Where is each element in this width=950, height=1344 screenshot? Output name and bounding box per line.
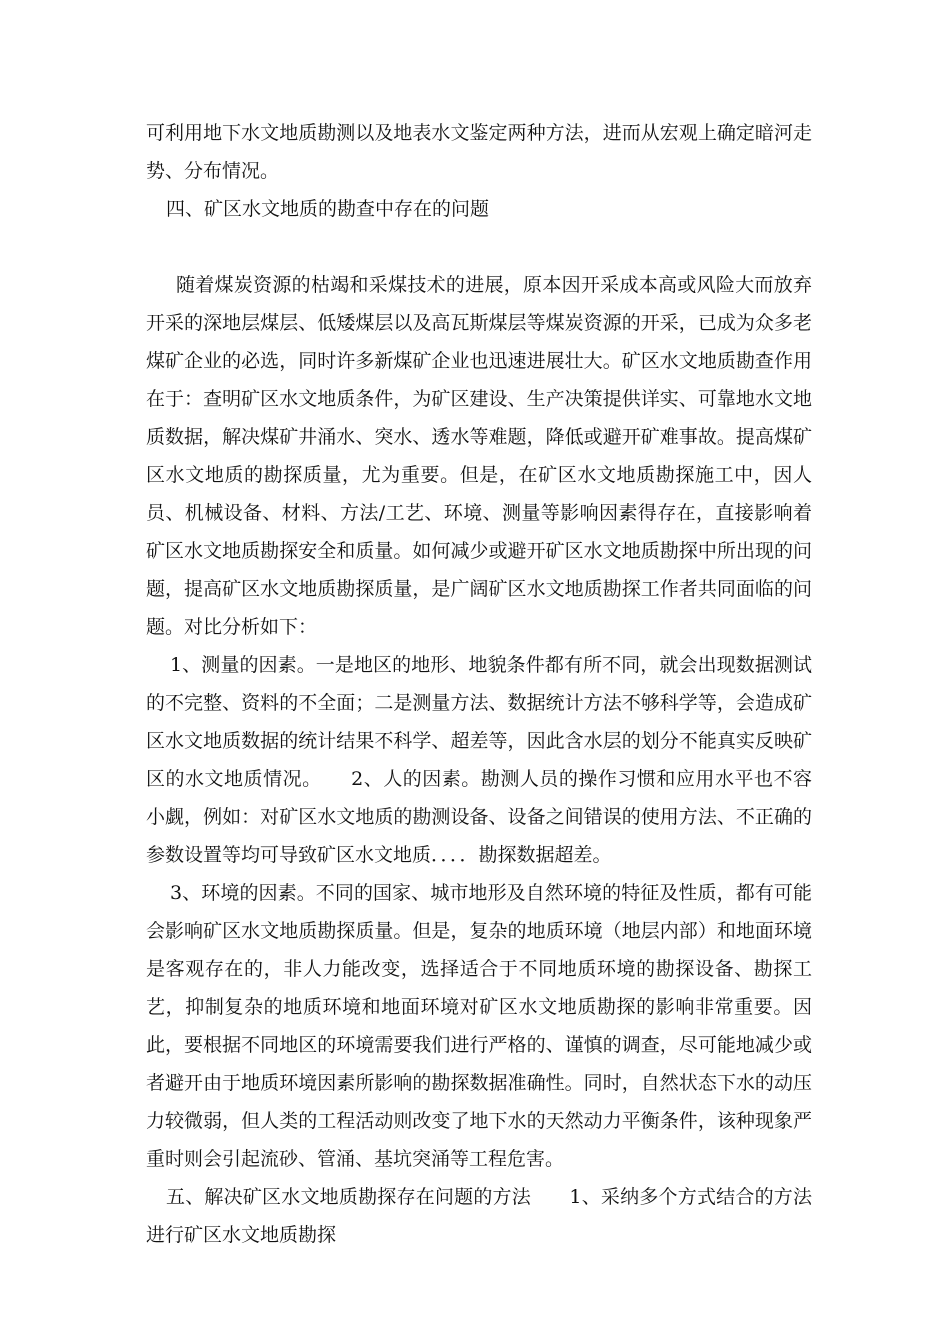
- section-heading-4: 四、矿区水文地质的勘查中存在的问题: [166, 198, 490, 220]
- document-body: [146, 114, 812, 1254]
- paragraph-groundwater-methods: 可利用地下水文地质勘测以及地表水文鉴定两种方法，进而从宏观上确定暗河走势、分布情况。: [146, 122, 812, 182]
- paragraph-measurement-factor: 1、测量的因素。一是地区的地形、地貌条件都有所不同，就会出现数据测试的不完整、资料的不全面；二是测量方法、数据统计方法不够科学等，会造成矿区水文地质数据的统计结果不科学、超差等，因此含水层的划分不能真实反映矿区的水文地质情况。 2、人的因素。勘测人员的操作习惯和应用水平也不容小觑，例如：对矿区水文地质的勘测设备、设备之间错误的使用方法、不正确的参数设置等均可导致矿区水文地质．．．．勘探数据超差。: [146, 654, 812, 866]
- paragraph-coal-resources: 随着煤炭资源的枯竭和采煤技术的进展，原本因开采成本高或风险大而放弃开采的深地层煤层、低矮煤层以及高瓦斯煤层等煤炭资源的开采，已成为众多老煤矿企业的必选，同时许多新煤矿企业也迅速进展壮大。矿区水文地质勘查作用在于：查明矿区水文地质条件，为矿区建设、生产决策提供详实、可靠地水文地质数据，解决煤矿井涌水、突水、透水等难题，降低或避开矿难事故。提高煤矿区水文地质的勘探质量，尤为重要。但是，在矿区水文地质勘探施工中，因人员、机械设备、材料、方法/工艺、环境、测量等影响因素得存在，直接影响着矿区水文地质勘探安全和质量。如何减少或避开矿区水文地质勘探中所出现的问题，提高矿区水文地质勘探质量，是广阔矿区水文地质勘探工作者共同面临的问题。对比分析如下：: [146, 274, 812, 638]
- paragraph-spacer: [146, 228, 812, 266]
- section-heading-5: 五、解决矿区水文地质勘探存在问题的方法 1、采纳多个方式结合的方法进行矿区水文地质勘探: [146, 1186, 812, 1246]
- paragraph-environment-factor: 3、环境的因素。不同的国家、城市地形及自然环境的特征及性质，都有可能会影响矿区水文地质勘探质量。但是，复杂的地质环境（地层内部）和地面环境是客观存在的，非人力能改变，选择适合于不同地质环境的勘探设备、勘探工艺，抑制复杂的地质环境和地面环境对矿区水文地质勘探的影响非常重要。因此，要根据不同地区的环境需要我们进行严格的、谨慎的调查，尽可能地减少或者避开由于地质环境因素所影响的勘探数据准确性。同时，自然状态下水的动压力较微弱，但人类的工程活动则改变了地下水的天然动力平衡条件，该种现象严重时则会引起流砂、管涌、基坑突涌等工程危害。: [146, 882, 812, 1170]
